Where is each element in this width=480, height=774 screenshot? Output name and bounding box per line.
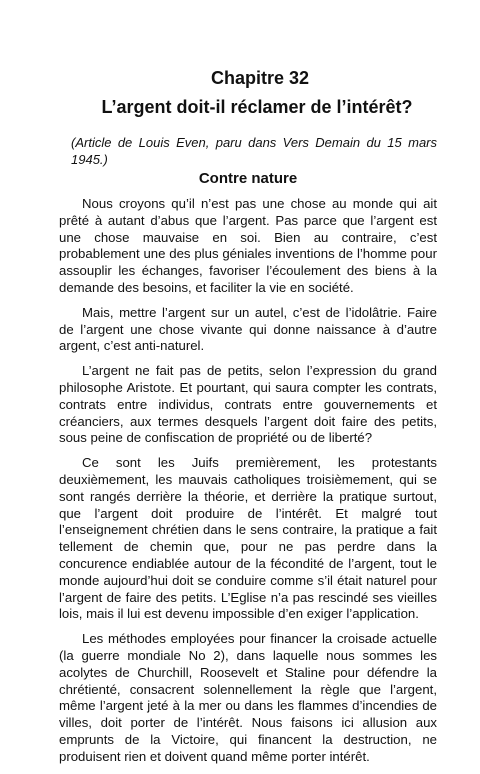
chapter-number: Chapitre 32 [210, 68, 310, 88]
paragraph: Les méthodes employées pour financer la croisade actuelle (la guerre mondiale No 2), dans laquelle nous sommes les acolytes de Churchill, Roosevelt et Staline pour défendre la chrétienté, consacrent solennellement la règle que l’argent, même l’argent jeté à la mer ou dans les flammes d’incendies de villes, doit porter de l’intérêt. Nous faisons ici allusion aux emprunts de la Victoire, qui financent la destruction, ne produisent rien et doivent quand même porter intérêt. [59, 631, 437, 764]
chapter-title: L’argent doit-il réclamer de l’intérêt? [101, 97, 413, 117]
paragraph: Ce sont les Juifs premièrement, les protestants deuxièmement, les mauvais catholiques troisièmement, qui se sont rangés derrière la théorie, et derrière la pratique surtout, que l’argent doit produire de l’intérêt. Et malgré tout l’enseignement chrétien dans le sens contraire, la pratique a fait tellement de chemin que, pour ne pas perdre dans la concurence endiablée autour de la fécondité de l’argent, tout le monde aujourd’hui doit se conduire comme s’il était naturel pour l’argent de faire des petits. L’Eglise n’a pas rescindé ses vieilles lois, mais il lui est devenu impossible d’en exiger l’application. [59, 455, 437, 622]
source-note: (Article de Louis Even, paru dans Vers Demain du 15 mars 1945.) [71, 135, 437, 167]
document-page [59, 66, 437, 774]
paragraph: Mais, mettre l’argent sur un autel, c’est de l’idolâtrie. Faire de l’argent une chose vivante qui donne naissance à d’autre argent, c’est anti-naturel. [59, 304, 437, 354]
section-heading: Contre nature [198, 170, 298, 187]
paragraph: L’argent ne fait pas de petits, selon l’expression du grand philosophe Aristote. Et pourtant, qui saura compter les contrats, contrats entre individus, contrats entre gouvernements et créanciers, aux termes desquels l’argent doit faire des petits, sous peine de confiscation de propriété ou de liberté? [59, 363, 437, 446]
paragraph: Nous croyons qu’il n’est pas une chose au monde qui ait prêté à autant d’abus que l’argent. Pas parce que l’argent est une chose mauvaise en soi. Bien au contraire, c’est probablement une des plus géniales inventions de l’homme pour assouplir les échanges, favoriser l’écoulement des biens à la demande des besoins, et faciliter la vie en société. [59, 196, 437, 295]
